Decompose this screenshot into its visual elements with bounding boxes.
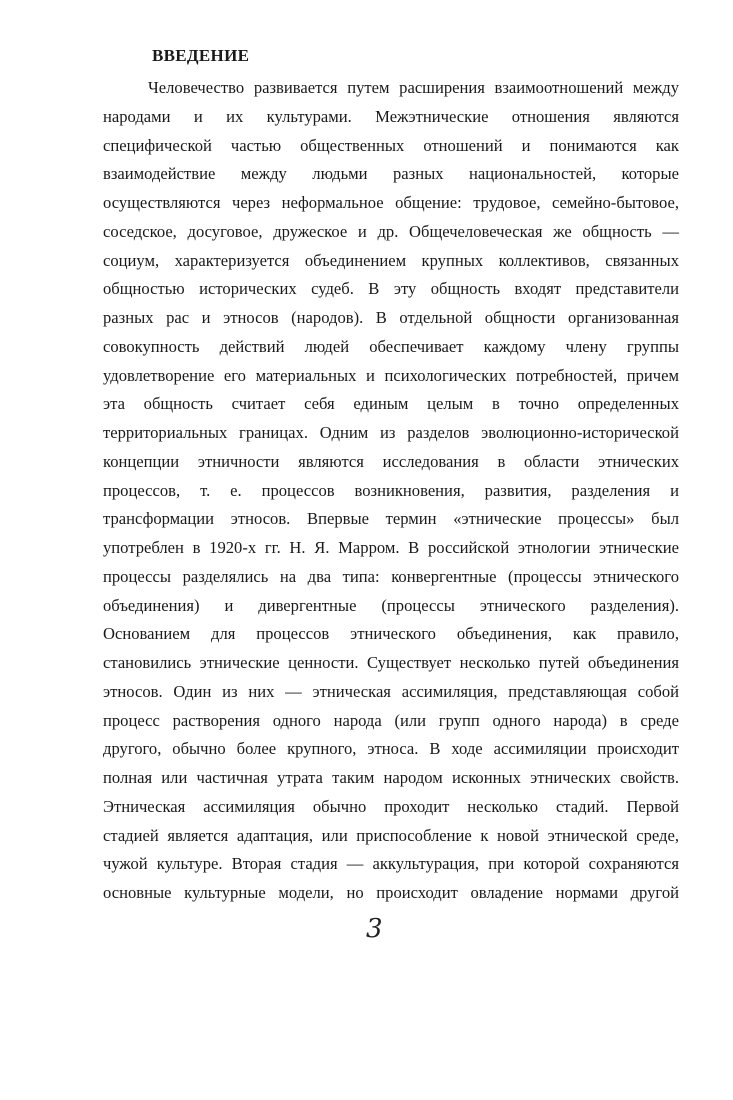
text-line: объединения) и дивергентные (процессы этнического разделения).	[103, 595, 679, 615]
text-line: основные культурные модели, но происходит овладение нормами другой	[103, 883, 679, 902]
text-line: трансформации этносов. Впервые термин «этнические процессы» был	[103, 509, 679, 529]
text-line: полная или частичная утрата таким народом исконных этнических свойств.	[103, 768, 679, 787]
text-line: эта общность считает себя единым целым в точно определенных	[103, 394, 679, 414]
text-line: социум, характеризуется объединением крупных коллективов, связанных	[103, 250, 679, 270]
text-line: удовлетворение его материальных и психологических потребностей, причем	[103, 365, 679, 385]
text-line: этносов. Один из них — этническая ассимиляция, представляющая собой	[103, 681, 679, 701]
text-line: общностью исторических судеб. В эту общность входят представители	[103, 279, 679, 299]
text-line: совокупность действий людей обеспечивает каждому члену группы	[103, 336, 679, 356]
text-line: стадией является адаптация, или приспособление к новой этнической среде,	[103, 825, 679, 845]
text-line: становились этнические ценности. Существует несколько путей объединения	[103, 653, 679, 672]
text-line: употреблен в 1920-х гг. Н. Я. Марром. В российской этнологии этнические	[103, 538, 679, 557]
text-line: разных рас и этносов (народов). В отдельной общности организованная	[103, 308, 679, 327]
text-line: Основанием для процессов этнического объединения, как правило,	[103, 624, 679, 644]
text-line: концепции этничности являются исследования в области этнических	[103, 451, 679, 471]
text-line: осуществляются через неформальное общение: трудовое, семейно-бытовое,	[103, 193, 679, 212]
text-line: Этническая ассимиляция обычно проходит несколько стадий. Первой	[103, 796, 679, 816]
section-heading: ВВЕДЕНИЕ	[152, 46, 250, 65]
text-line: другого, обычно более крупного, этноса. В ходе ассимиляции происходит	[103, 739, 679, 759]
text-line: взаимодействие между людьми разных национальностей, которые	[103, 164, 679, 184]
body-paragraph	[103, 74, 679, 908]
text-line: чужой культуре. Вторая стадия — аккультурация, при которой сохраняются	[103, 854, 679, 874]
page-number: 3	[366, 914, 383, 944]
text-line: процессов, т. е. процессов возникновения, развития, разделения и	[103, 480, 679, 500]
text-line: специфической частью общественных отношений и понимаются как	[103, 135, 679, 155]
text-line: процессы разделялись на два типа: конвергентные (процессы этнического	[103, 566, 679, 586]
text-line: территориальных границах. Одним из разделов эволюционно-исторической	[103, 423, 679, 442]
text-line: народами и их культурами. Межэтнические отношения являются	[103, 106, 679, 126]
text-line: Человечество развивается путем расширения взаимоотношений между	[148, 78, 679, 97]
text-line: соседское, досуговое, дружеское и др. Общечеловеческая же общность —	[103, 221, 679, 241]
text-line: процесс растворения одного народа (или групп одного народа) в среде	[103, 710, 679, 730]
